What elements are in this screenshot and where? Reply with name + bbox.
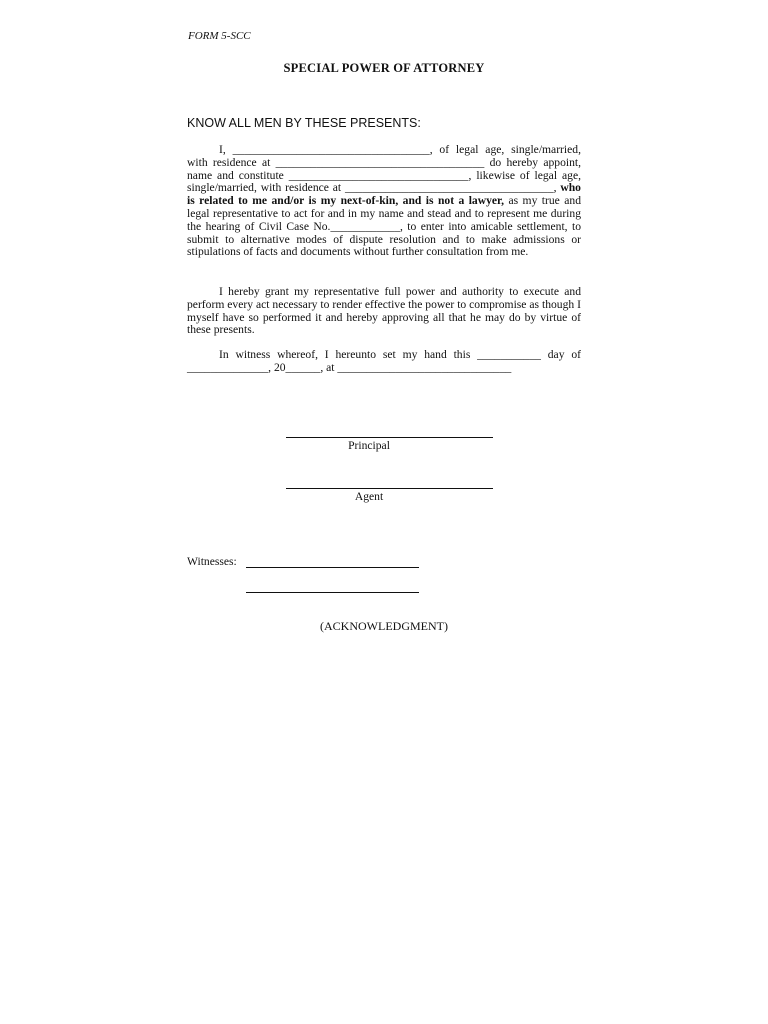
appointment-paragraph bbox=[187, 144, 581, 259]
appointment-text-2: as my true and legal representative to act for and in my name and stead and to represent me during the hearing of Civil Case No.____________, to enter into amicable settlement, to submit to alternative modes of dispute resolution and to make admissions or stipulations of facts and documents without further consultation from me. bbox=[187, 194, 581, 259]
agent-label: Agent bbox=[354, 490, 384, 503]
witness-whereof-paragraph: In witness whereof, I hereunto set my hand this ___________ day of ______________, 20______, at ______________________________ bbox=[187, 348, 581, 374]
agent-signature-line bbox=[286, 488, 493, 489]
document-title: SPECIAL POWER OF ATTORNEY bbox=[283, 61, 485, 75]
witness-signature-line-2 bbox=[246, 592, 419, 593]
intro-heading: KNOW ALL MEN BY THESE PRESENTS: bbox=[187, 116, 421, 130]
principal-label: Principal bbox=[348, 439, 390, 452]
witness-signature-line-1 bbox=[246, 567, 419, 568]
form-code: FORM 5-SCC bbox=[188, 30, 251, 42]
acknowledgment-heading: (ACKNOWLEDGMENT) bbox=[320, 619, 448, 633]
principal-signature-line bbox=[286, 437, 493, 438]
witnesses-label: Witnesses: bbox=[187, 555, 237, 568]
appointment-text-bold: who is related to me and/or is my next-of-kin, and is not a lawyer, bbox=[187, 181, 581, 208]
appointment-text-1: I, __________________________________, of legal age, single/married, with residence at ____________________________________ do hereby appoint, name and constitute _______________________________, likewise of legal age, single/married, with residence at ____________________________________, bbox=[187, 143, 581, 195]
grant-paragraph: I hereby grant my representative full power and authority to execute and perform every act necessary to render effective the power to compromise as though I myself have so performed it and hereby approving all that he may do by virtue of these presents. bbox=[187, 285, 581, 337]
